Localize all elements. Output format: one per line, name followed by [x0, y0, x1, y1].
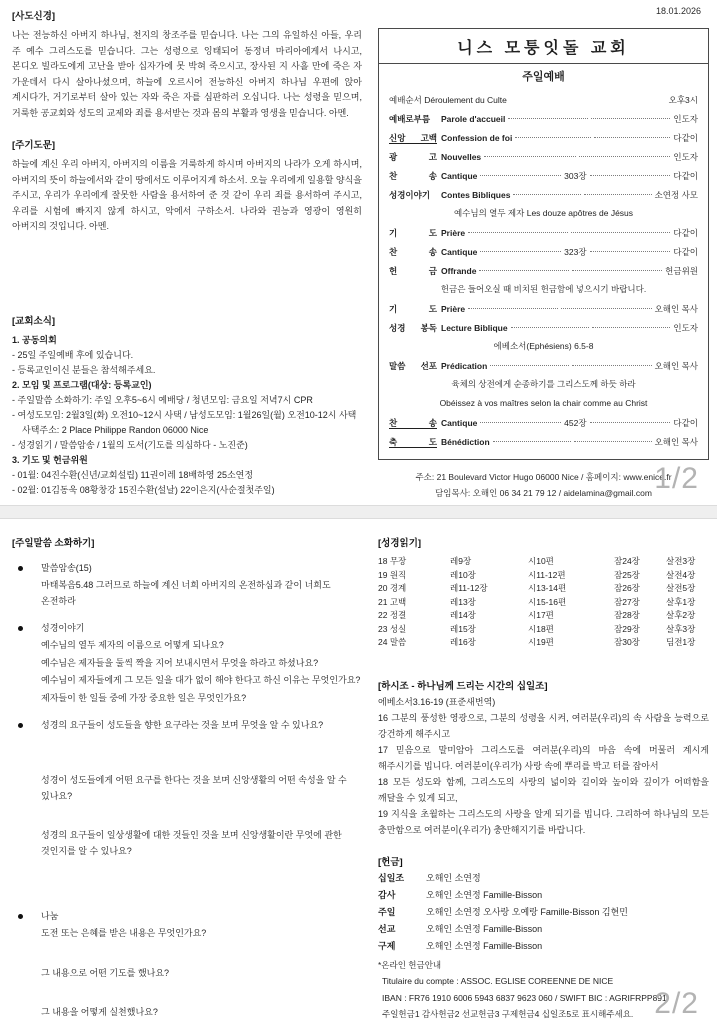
bullet-icon — [18, 566, 23, 571]
digest-line: 예수님이 제자들에게 그 모든 일을 대가 없이 해야 한다고 하신 이유는 무엇인가요? — [41, 675, 361, 685]
order-french-label: Lecture Biblique — [441, 322, 508, 333]
order-korean-label: 찬 송 — [389, 417, 437, 428]
digest-group — [12, 718, 364, 859]
order-french-label: Prière — [441, 303, 466, 314]
reading-col-proverbs: 잠24장 — [614, 556, 640, 566]
order-korean-label: 찬 송 — [389, 246, 437, 257]
offering-names: 오해인 소연정 Famille-Bisson — [426, 940, 543, 951]
church-news-line: - 여성도모임: 2월3일(화) 오전10~12시 사택 / 남성도모임: 1월26일(월) 오전10-12시 사택 — [12, 409, 357, 420]
sermon-digest-title: [주일말씀 소화하기] — [12, 538, 95, 549]
order-sub-line: 육체의 상전에게 순종하기를 그리스도께 하듯 하라 — [451, 379, 636, 389]
dotted-leader — [579, 156, 671, 157]
digest-group — [12, 909, 364, 1021]
worship-order-box — [378, 28, 709, 460]
order-korean-label: 광 고 — [389, 151, 437, 162]
digest-group-heading — [12, 621, 364, 636]
scripture-verse: 16 그분의 풍성한 영광으로, 그분의 성령을 시켜, 여러분(우리)의 속 사람을 능력으로 강건하게 해주시고 — [378, 712, 709, 739]
dotted-leader — [515, 137, 591, 138]
order-french-label: Offrande — [441, 265, 477, 276]
sermon-digest-groups — [12, 561, 364, 1021]
order-korean-label: 기 도 — [389, 303, 437, 314]
order-header-label: 예배순서 Déroulement du Culte — [389, 94, 507, 105]
order-role-label: 다같이 — [673, 170, 699, 181]
digest-line: 성경의 요구들이 일상생활에 대한 것들인 것을 보며 신앙생활이란 무엇에 관한 것인지를 알 수 있나요? — [41, 830, 342, 856]
digest-line: 그 내용을 어떻게 실천했나요? — [41, 1007, 158, 1017]
worship-order-row — [389, 356, 698, 375]
digest-line: 제자들이 한 일들 중에 가장 중요한 일은 무엇인가요? — [41, 692, 247, 703]
page-2 — [0, 519, 717, 1026]
offering-rows — [378, 870, 709, 955]
order-korean-label: 성경 봉독 — [389, 322, 437, 333]
lords-prayer-title: [주기도문] — [12, 140, 56, 151]
order-korean-label: 축 도 — [389, 436, 437, 447]
church-news-line: 3. 기도 및 헌금위원 — [12, 454, 88, 465]
order-role-label: 인도자 — [673, 113, 698, 124]
church-news-line: 1. 공동의회 — [12, 334, 57, 345]
order-role-label: 오해인 목사 — [654, 436, 699, 447]
reading-col-epistle: 딤전1장 — [666, 637, 696, 647]
order-sub-lines — [389, 375, 698, 413]
scripture-verse: 18 모든 성도와 함께, 그리스도의 사랑의 넓이와 길이와 높이와 깊이가 어떠함을 깨달을 수 있게 되고, — [378, 776, 709, 803]
reading-day: 22 정결 — [378, 610, 407, 620]
page1-left-column — [12, 8, 362, 498]
apostles-creed-body: 나는 전능하신 아버지 하나님, 천지의 창조주를 믿습니다. 나는 그의 유일하신 아들, 우리 주 예수 그리스도를 믿습니다. 그는 성령으로 잉태되어 동정녀 마리아에게서 나시고, 본디오 빌라도에게 고난을 받아 십자가에 못 박혀 죽으시고, 장사된 지 사흘 만에 죽은 자 가운데서 다시 살아나셨으며, 하늘에 오르시어 전능하신 아버지 하나님 우편에 앉아 계시다가, 거기로부터 살아 있는 자와 죽은 자를 심판하러 오십니다. 나는 성령을 믿으며, 거룩한 공교회와 성도의 교제와 죄를 용서받는 것과 몸의 부활과 영생을 믿습니다. 아멘. — [12, 30, 362, 118]
reading-col-leviticus: 레9장 — [450, 556, 472, 566]
dotted-leader — [572, 365, 651, 366]
order-sub-lines — [389, 337, 698, 356]
order-french-label: Cantique — [441, 417, 478, 428]
order-sub-line: 예수님의 열두 제자 Les douze apôtres de Jésus — [453, 208, 634, 218]
order-french-label: Nouvelles — [441, 151, 482, 162]
order-korean-label: 기 도 — [389, 227, 437, 238]
order-french-label: Confession de foi — [441, 132, 513, 143]
reading-col-proverbs: 잠26장 — [614, 583, 640, 593]
reading-col-epistle: 살후2장 — [666, 610, 696, 620]
offering-type-label: 구제 — [378, 940, 396, 951]
reading-day: 21 고백 — [378, 596, 407, 607]
order-role-label: 다같이 — [673, 246, 699, 257]
worship-order-row — [389, 223, 698, 242]
reading-col-psalms: 시17편 — [528, 610, 554, 620]
order-french-label: Bénédiction — [441, 436, 490, 447]
dotted-leader — [468, 232, 568, 233]
bullet-icon — [18, 626, 23, 631]
order-korean-label: 신앙 고백 — [389, 132, 437, 143]
order-hymn-number: 303장 — [564, 170, 587, 181]
offering-row — [378, 938, 709, 955]
worship-order-row — [389, 299, 698, 318]
order-french-label: Contes Bibliques — [441, 189, 511, 200]
digest-group-lines — [12, 638, 364, 706]
reading-col-psalms: 시10편 — [528, 556, 554, 566]
order-sub-lines — [389, 280, 698, 299]
apostles-creed-title: [사도신경] — [12, 11, 56, 22]
order-french-label: Cantique — [441, 170, 478, 181]
order-role-label: 헌금위원 — [665, 265, 698, 276]
order-role-label: 인도자 — [673, 151, 699, 162]
offering-names: 오해인 소연정 Famille-Bisson — [426, 923, 543, 934]
bullet-icon — [18, 914, 23, 919]
digest-group-heading — [12, 561, 364, 576]
offering-names: 오해인 소연정 Famille-Bisson — [426, 889, 543, 900]
worship-order-row — [389, 432, 698, 451]
reading-col-epistle: 살전5장 — [666, 583, 696, 593]
digest-group-lines — [12, 926, 364, 1021]
worship-order-row — [389, 166, 698, 185]
scripture-reference: 에베소서3.16-19 (표준새번역) — [378, 696, 496, 707]
reading-col-psalms: 시13-14편 — [528, 583, 567, 593]
church-address: 주소: 21 Boulevard Victor Hugo 06000 Nice / 홈페이지: www.enice.fr — [415, 472, 672, 482]
church-news-lines — [12, 333, 362, 498]
bible-reading-row — [378, 596, 709, 610]
digest-group — [12, 561, 364, 609]
order-french-label: Prière — [441, 227, 466, 238]
bible-reading-row — [378, 569, 709, 583]
bible-reading-title: [성경읽기] — [378, 538, 422, 549]
offering-type-label: 감사 — [378, 889, 396, 900]
iban-info: IBAN : FR76 1910 6006 5943 6837 9623 060 / SWIFT BIC : AGRIFRPP891 — [382, 992, 667, 1003]
order-role-label: 소연정 사모 — [654, 189, 699, 200]
reading-col-epistle: 살전4장 — [666, 569, 696, 580]
hasijo-section — [378, 678, 709, 838]
dotted-leader — [468, 308, 558, 309]
offering-row — [378, 887, 709, 904]
reading-col-proverbs: 잠25장 — [614, 569, 640, 580]
dotted-leader — [590, 251, 671, 252]
church-news-line: - 성경읽기 / 말씀암송 / 1월의 도서(기도를 의심하다 - 노진준) — [12, 439, 248, 450]
digest-group-label: 말씀암송(15) — [41, 563, 92, 573]
account-holder: Titulaire du compte : ASSOC. EGLISE COREENNE DE NICE — [382, 976, 614, 986]
reading-col-leviticus: 레14장 — [450, 610, 476, 620]
bible-reading-row — [378, 623, 709, 637]
order-french-label: Parole d'accueil — [441, 113, 506, 124]
scripture-verse: 19 지식을 초월하는 그리스도의 사랑을 알게 되기를 빕니다. 그리하여 하나님의 모든 충만함으로 여러분이(우리가) 충만해지기를 바랍니다. — [378, 808, 709, 835]
order-korean-label: 말씀 선포 — [389, 360, 437, 371]
dotted-leader — [513, 194, 581, 195]
reading-day: 23 성실 — [378, 623, 407, 634]
worship-order-rows — [389, 109, 698, 451]
service-time: 오후3시 — [668, 94, 698, 105]
reading-col-leviticus: 레11-12장 — [450, 583, 488, 593]
digest-line: 예수님은 제자들을 둘씩 짝을 지어 보내시면서 무엇을 하라고 하셨나요? — [41, 657, 319, 668]
dotted-leader — [490, 365, 569, 366]
page-number-1: 1/2 — [654, 462, 699, 495]
bible-reading-row — [378, 555, 709, 569]
dotted-leader — [592, 327, 670, 328]
bible-reading-table — [378, 555, 709, 650]
digest-group — [12, 621, 364, 706]
digest-line: 예수님의 열두 제자의 이름으로 어떻게 되나요? — [41, 640, 224, 650]
scripture-verse: 17 믿음으로 말미암아 그리스도를 여러분(우리)의 마음 속에 머물러 계시게 해주시기를 빕니다. 여러분이(우리가) 사랑 속에 뿌리를 박고 터를 잡아서 — [378, 744, 709, 771]
bullet-icon — [18, 723, 23, 728]
dotted-leader — [574, 441, 652, 442]
offering-type-label: 주일 — [378, 906, 396, 917]
dotted-leader — [480, 175, 561, 176]
reading-col-leviticus: 레13장 — [450, 596, 476, 607]
order-hymn-number: 452장 — [564, 417, 587, 428]
order-sub-line: 에베소서(Ephésiens) 6.5-8 — [493, 341, 594, 351]
lords-prayer-section — [12, 137, 362, 235]
pastor-contact: 담임목사: 오해인 06 34 21 79 12 / aidelamina@gmail.com — [435, 488, 652, 498]
service-title: 주일예배 — [522, 71, 565, 83]
reading-day: 24 말씀 — [378, 637, 407, 647]
order-role-label: 다같이 — [673, 132, 699, 143]
offering-title: [헌금] — [378, 856, 403, 868]
dotted-leader — [484, 156, 576, 157]
digest-group-label: 성경이야기 — [41, 623, 85, 633]
reading-col-psalms: 시15-16편 — [528, 596, 567, 607]
lords-prayer-body: 하늘에 계신 우리 아버지, 아버지의 이름을 거룩하게 하시며 아버지의 나라가 오게 하시며, 아버지의 뜻이 하늘에서와 같이 땅에서도 이루어지게 하소서. 오늘 우리에게 일용할 양식을 주시고, 우리가 우리에게 잘못한 사람을 용서하여 준 것 같이 우리 죄를 용서하여 주시고, 우리를 시험에 빠지지 않게 하시고, 악에서 구하소서. 나라와 권능과 영광이 영원히 아버지의 것입니다. 아멘. — [12, 159, 362, 231]
offering-names: 오해인 소연정 — [426, 872, 481, 883]
page-number-2: 2/2 — [654, 987, 699, 1020]
order-sub-line: 헌금은 들어오실 때 비치된 헌금함에 넣으시기 바랍니다. — [440, 284, 647, 294]
reading-day: 18 무장 — [378, 556, 407, 566]
digest-line: 마태복음5.48 그러므로 하늘에 계신 너희 아버지의 온전하심과 같이 너희도 온전하라 — [41, 580, 331, 606]
page2-left-column — [12, 535, 364, 1021]
reading-col-leviticus: 레15장 — [450, 623, 476, 634]
order-korean-label: 예배로부름 — [389, 113, 431, 124]
document-date: 18.01.2026 — [655, 6, 701, 16]
order-role-label: 다같이 — [673, 417, 699, 428]
reading-col-proverbs: 잠30장 — [614, 637, 640, 647]
order-role-label: 인도자 — [673, 322, 699, 333]
offering-row — [378, 921, 709, 938]
dotted-leader — [584, 194, 652, 195]
bible-reading-row — [378, 636, 709, 650]
digest-group-heading — [12, 909, 364, 924]
dotted-leader — [511, 327, 589, 328]
order-role-label: 오해인 목사 — [654, 303, 698, 314]
worship-order-row — [389, 128, 698, 147]
page-separator — [0, 505, 717, 519]
reading-col-leviticus: 레16장 — [450, 637, 476, 647]
bible-reading-row — [378, 609, 709, 623]
church-news-title: [교회소식] — [12, 315, 56, 327]
reading-day: 20 경계 — [378, 583, 407, 593]
church-news-line: - 등록교인이신 분들은 참석해주세요. — [12, 364, 156, 375]
order-korean-label: 성경이야기 — [389, 189, 431, 200]
digest-line: 성경이 성도들에게 어떤 요구를 한다는 것을 보며 신앙생활의 어떤 속성을 알 수 있나요? — [41, 775, 347, 801]
church-news-section — [12, 313, 362, 498]
dotted-leader — [479, 270, 569, 271]
church-news-line: - 25일 주일예배 후에 있습니다. — [12, 349, 134, 360]
church-news-line: - 01월: 04진수환(신년/교회설립) 11권이레 18배하영 25소연정 — [12, 469, 254, 480]
order-role-label: 오해인 목사 — [654, 360, 698, 371]
order-role-label: 다같이 — [673, 227, 698, 238]
worship-order-row — [389, 147, 698, 166]
dotted-leader — [493, 441, 571, 442]
dotted-leader — [594, 137, 670, 138]
church-news-line: 사택주소: 2 Place Philippe Randon 06000 Nice — [22, 424, 209, 435]
worship-order-body — [379, 86, 708, 459]
order-hymn-number: 323장 — [564, 246, 587, 257]
order-sub-line: Obéissez à vos maîtres selon la chair comme au Christ — [439, 398, 648, 408]
offering-type-label: 선교 — [378, 923, 396, 934]
reading-col-psalms: 시19편 — [528, 637, 554, 647]
offering-code-instruction: 주일헌금1 감사헌금2 선교헌금3 구제헌금4 십일조5로 표시해주세요. — [382, 1009, 634, 1019]
reading-col-proverbs: 잠28장 — [614, 610, 640, 620]
dotted-leader — [590, 422, 671, 423]
scripture-verses — [378, 710, 709, 838]
offering-type-label: 십일조 — [378, 872, 405, 883]
dotted-leader — [571, 232, 671, 233]
order-french-label: Cantique — [441, 246, 478, 257]
worship-order-row — [389, 242, 698, 261]
dotted-leader — [508, 118, 587, 119]
church-news-line: - 02월: 01김동욱 08황창강 15진수환(설날) 22이은지(사순절첫주일) — [12, 484, 275, 495]
dotted-leader — [480, 251, 561, 252]
reading-col-proverbs: 잠29장 — [614, 623, 640, 634]
reading-col-leviticus: 레10장 — [450, 569, 476, 580]
church-name-title: 니스 모퉁잇돌 교회 — [379, 29, 708, 64]
dotted-leader — [572, 270, 662, 271]
digest-group-lines — [12, 578, 364, 609]
order-sub-lines — [389, 204, 698, 223]
page1-right-column — [378, 28, 709, 501]
order-french-label: Prédication — [441, 360, 488, 371]
dotted-leader — [591, 118, 670, 119]
digest-line: 도전 또는 은혜를 받은 내용은 무엇인가요? — [41, 928, 207, 938]
page-1 — [0, 0, 717, 505]
order-korean-label: 헌 금 — [389, 265, 437, 276]
online-offering-note: *온라인 헌금안내 — [378, 959, 442, 970]
hasijo-title: [하시조 - 하나님께 드리는 시간의 십일조] — [378, 680, 548, 692]
bible-reading-row — [378, 582, 709, 596]
digest-group-label: 성경의 요구들이 성도들을 향한 요구라는 것을 보며 무엇을 알 수 있나요? — [41, 720, 324, 730]
reading-col-epistle: 살후3장 — [666, 623, 696, 634]
reading-col-epistle: 살후1장 — [666, 596, 696, 607]
worship-order-row — [389, 261, 698, 280]
reading-col-psalms: 시18편 — [528, 623, 554, 634]
reading-day: 19 원직 — [378, 569, 407, 580]
offering-row — [378, 904, 709, 921]
offering-row — [378, 870, 709, 887]
digest-line: 그 내용으로 어떤 기도를 했나요? — [41, 967, 170, 978]
church-news-line: 2. 모임 및 프로그램(대상: 등록교인) — [12, 379, 152, 390]
apostles-creed-section — [12, 8, 362, 121]
digest-group-heading — [12, 718, 364, 733]
dotted-leader — [590, 175, 671, 176]
reading-col-epistle: 살전3장 — [666, 556, 696, 566]
church-news-line: - 주일말씀 소화하기: 주일 오후5~6시 예배당 / 청년모임: 금요일 저녁7시 CPR — [12, 394, 313, 405]
dotted-leader — [561, 308, 651, 309]
offering-names: 오해인 소연정 오사랑 오예랑 Famille-Bisson 김현민 — [426, 906, 628, 917]
worship-order-row — [389, 318, 698, 337]
reading-col-proverbs: 잠27장 — [614, 596, 640, 607]
dotted-leader — [480, 422, 561, 423]
worship-order-row — [389, 185, 698, 204]
reading-col-psalms: 시11-12편 — [528, 569, 566, 580]
digest-group-label: 나눔 — [41, 911, 59, 921]
page2-right-column — [378, 535, 709, 1023]
order-header-row — [389, 90, 698, 109]
order-korean-label: 찬 송 — [389, 170, 437, 181]
worship-order-row — [389, 413, 698, 432]
digest-group-lines — [12, 773, 364, 859]
worship-order-row — [389, 109, 698, 128]
